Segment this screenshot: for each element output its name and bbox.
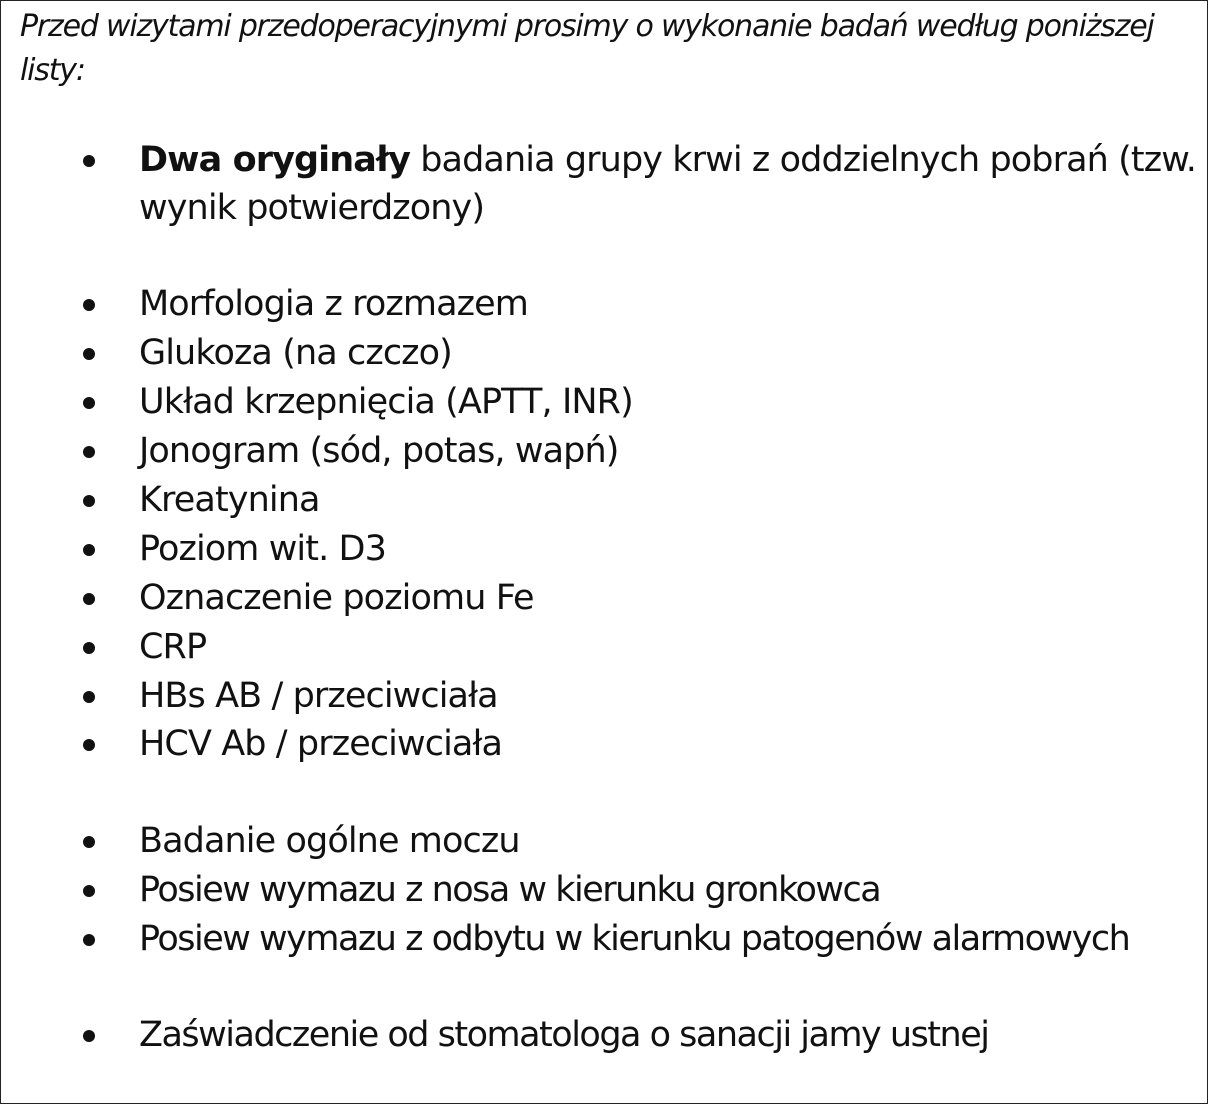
bullet-icon <box>81 672 101 720</box>
list-item-text: Posiew wymazu z odbytu w kierunku patogenów alarmowych <box>139 919 1130 959</box>
bullet-icon <box>81 280 101 328</box>
list-item-text: CRP <box>139 627 207 667</box>
list-item-text: Oznaczenie poziomu Fe <box>139 578 534 618</box>
list-item-text: Kreatynina <box>139 480 320 520</box>
list-item-text: Posiew wymazu z nosa w kierunku gronkowca <box>139 870 881 910</box>
bullet-icon <box>81 136 101 184</box>
bullet-icon <box>81 476 101 524</box>
list-item-text <box>139 136 1199 232</box>
list-item-text: Morfologia z rozmazem <box>139 284 528 324</box>
list-item-text: Poziom wit. D3 <box>139 529 386 569</box>
bullet-icon <box>81 574 101 622</box>
bullet-icon <box>81 1011 101 1059</box>
bullet-icon <box>81 623 101 671</box>
bullet-icon <box>81 817 101 865</box>
list-item-text: Glukoza (na czczo) <box>139 333 452 373</box>
list-item-text: Układ krzepnięcia (APTT, INR) <box>139 382 633 422</box>
bullet-icon <box>81 378 101 426</box>
list-item-text: HBs AB / przeciwciała <box>139 676 498 716</box>
bullet-icon <box>81 427 101 475</box>
bullet-icon <box>81 329 101 377</box>
item-description: badania grupy krwi z oddzielnych pobrań (tzw. wynik potwierdzony) <box>139 140 1196 228</box>
list-item-text: HCV Ab / przeciwciała <box>139 724 503 764</box>
intro-text: Przed wizytami przedoperacyjnymi prosimy o wykonanie badań według poniższej listy: <box>20 9 1154 88</box>
bullet-icon <box>81 720 101 768</box>
list-item-text: Badanie ogólne moczu <box>139 821 520 861</box>
list-item-text: Zaświadczenie od stomatologa o sanacji jamy ustnej <box>139 1015 989 1055</box>
emphasis-text: Dwa oryginały <box>139 140 411 180</box>
list-item-text: Jonogram (sód, potas, wapń) <box>139 431 619 471</box>
test-list <box>1 1 1208 1105</box>
bullet-icon <box>81 525 101 573</box>
bullet-icon <box>81 866 101 914</box>
bullet-icon <box>81 915 101 963</box>
